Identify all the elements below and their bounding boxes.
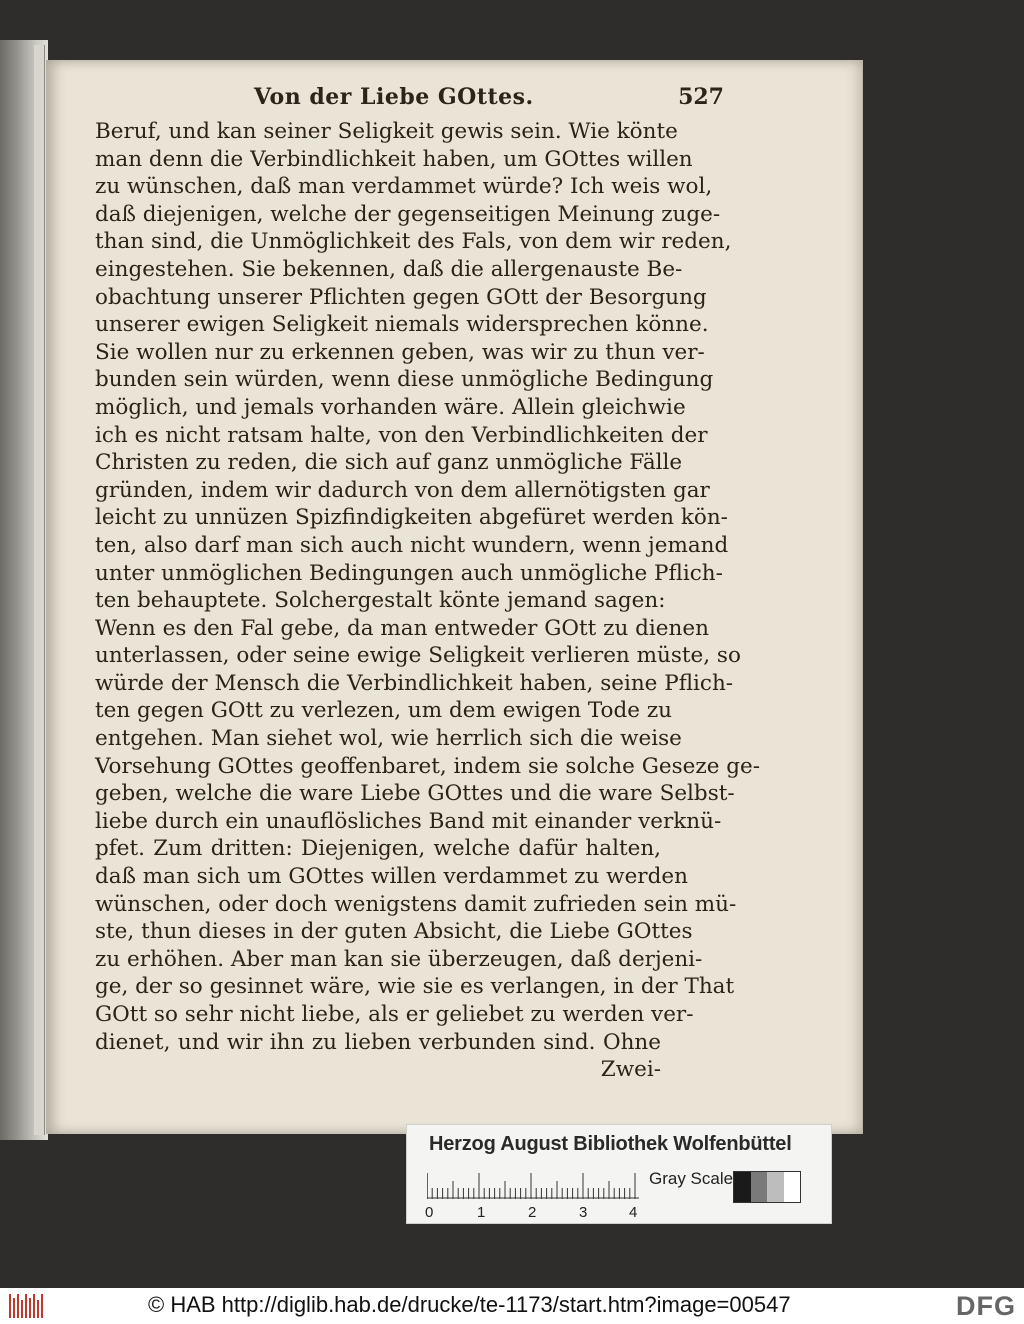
ruler-label-0: 0 — [425, 1204, 434, 1221]
page-number: 527 — [678, 84, 724, 110]
text-line: man denn die Verbindlichkeit haben, um GOttes willen — [95, 146, 693, 172]
gray-swatch — [734, 1172, 751, 1202]
text-line: Wenn es den Fal gebe, da man entweder GOtt zu dienen — [95, 615, 709, 641]
running-title: Von der Liebe GOttes. — [254, 84, 534, 110]
text-line: ste, thun dieses in der guten Absicht, die Liebe GOttes — [95, 919, 693, 945]
grayscale-swatches — [733, 1171, 801, 1203]
text-line: pfet. Zum dritten: Diejenigen, welche dafür halten, — [95, 836, 661, 862]
text-line: zu erhöhen. Aber man kan sie überzeugen, daß derjeni- — [95, 946, 703, 972]
page-header — [254, 78, 724, 118]
text-line: Beruf, und kan seiner Seligkeit gewis sein. Wie könte — [95, 119, 678, 144]
text-line: wünschen, oder doch wenigstens damit zufrieden sein mü- — [95, 891, 737, 917]
text-line: unserer ewigen Seligkeit niemals widersprechen könne. — [95, 312, 709, 338]
gray-swatch — [767, 1172, 784, 1202]
grayscale-label: Gray Scale — [649, 1169, 734, 1188]
text-line: daß man sich um GOttes willen verdammet zu werden — [95, 864, 688, 890]
text-line: ten gegen GOtt zu verlezen, um dem ewigen Tode zu — [95, 698, 672, 724]
text-line: ge, der so gesinnet wäre, wie sie es verlangen, in der That — [95, 974, 735, 1000]
footer-bar — [0, 1288, 1024, 1324]
text-line: liebe durch ein unauflösliches Band mit einander verknü- — [95, 808, 722, 834]
text-line: möglich, und jemals vorhanden wäre. Allein gleichwie — [95, 394, 686, 420]
text-line: ten behauptete. Solchergestalt könte jemand sagen: — [95, 588, 666, 614]
text-line: Vorsehung GOttes geoffenbaret, indem sie solche Geseze ge- — [95, 753, 760, 779]
hab-logo-icon — [8, 1292, 44, 1320]
body-text — [95, 118, 760, 1084]
text-line: dienet, und wir ihn zu lieben verbunden sind. Ohne — [95, 1029, 661, 1055]
text-line: geben, welche die ware Liebe GOttes und die ware Selbst- — [95, 781, 735, 807]
dfg-logo: DFG — [956, 1291, 1016, 1321]
target-title: Herzog August Bibliothek Wolfenbüttel — [429, 1133, 792, 1155]
text-line: gründen, indem wir dadurch von dem allernötigsten gar — [95, 477, 710, 503]
text-line: leicht zu unnüzen Spizfindigkeiten abgefüret werden kön- — [95, 505, 728, 531]
text-line: ich es nicht ratsam halte, von den Verbindlichkeiten der — [95, 422, 708, 448]
ruler-label-1: 1 — [477, 1204, 486, 1221]
footer-url-text[interactable]: © HAB http://diglib.hab.de/drucke/te-1173/start.htm?image=00547 — [148, 1292, 791, 1317]
text-line: Christen zu reden, die sich auf ganz unmögliche Fälle — [95, 450, 683, 476]
text-line: daß diejenigen, welche der gegenseitigen Meinung zuge- — [95, 201, 721, 227]
text-line: unter unmöglichen Bedingungen auch unmögliche Pflich- — [95, 560, 723, 586]
text-line: Zwei- — [600, 1057, 661, 1083]
text-line: eingestehen. Sie bekennen, daß die allergenauste Be- — [95, 256, 683, 282]
text-line: than sind, die Unmöglichkeit des Fals, von dem wir reden, — [95, 229, 732, 255]
text-line: würde der Mensch die Verbindlichkeit haben, seine Pflich- — [95, 670, 734, 696]
text-line: entgehen. Man siehet wol, wie herrlich sich die weise — [95, 726, 682, 752]
ruler-label-3: 3 — [579, 1204, 588, 1221]
ruler-scale — [427, 1173, 639, 1199]
text-line: zu wünschen, daß man verdammet würde? Ich weis wol, — [95, 174, 713, 200]
text-line: unterlassen, oder seine ewige Seligkeit verlieren müste, so — [95, 643, 741, 669]
previous-page-edge — [34, 45, 45, 1135]
gray-swatch — [751, 1172, 768, 1202]
ruler-label-4: 4 — [629, 1204, 638, 1221]
text-line: bunden sein würden, wenn diese unmögliche Bedingung — [95, 367, 714, 393]
color-target — [406, 1124, 832, 1224]
text-line: ten, also darf man sich auch nicht wundern, wenn jemand — [95, 532, 729, 558]
text-line: Sie wollen nur zu erkennen geben, was wir zu thun ver- — [95, 339, 705, 365]
gray-swatch — [784, 1172, 801, 1202]
text-line: GOtt so sehr nicht liebe, als er geliebet zu werden ver- — [95, 1002, 694, 1027]
text-line: obachtung unserer Pflichten gegen GOtt der Besorgung — [95, 284, 707, 310]
ruler-label-2: 2 — [528, 1204, 537, 1221]
